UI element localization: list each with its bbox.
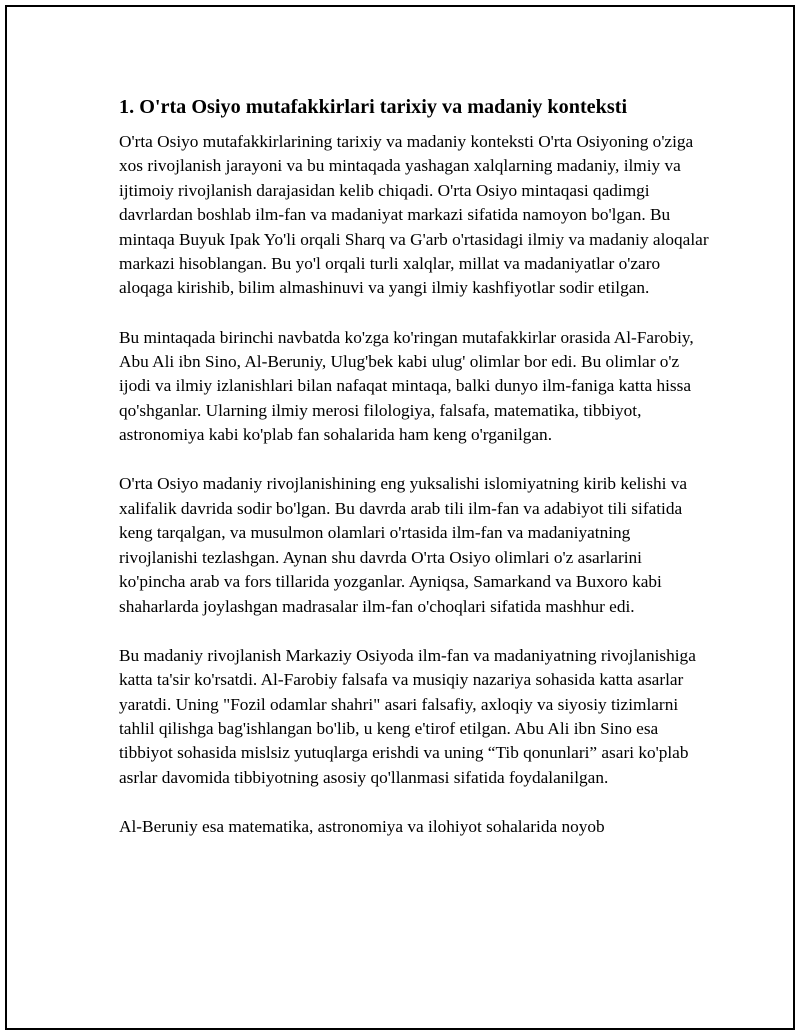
paragraph: Al-Beruniy esa matematika, astronomiya va ilohiyot sohalarida noyob [119, 816, 605, 836]
document-page [5, 5, 795, 1030]
paragraph: O'rta Osiyo madaniy rivojlanishining eng yuksalishi islomiyatning kirib kelishi va xalifalik davrida sodir bo'lgan. Bu davrda arab tili ilm-fan va adabiyot tili sifatida keng tarqalgan, va musulmon olamlari o'rtasida ilm-fan va madaniyatning rivojlanishi tezlashgan. Aynan shu davrda O'rta Osiyo olimlari o'z asarlarini ko'pincha arab va fors tillarida yozganlar. Ayniqsa, Samarkand va Buxoro kabi shaharlarda joylashgan madrasalar ilm-fan o'choqlari sifatida mashhur edi. [119, 474, 688, 616]
paragraph: Bu mintaqada birinchi navbatda ko'zga ko'ringan mutafakkirlar orasida Al-Farobiy, Abu Ali ibn Sino, Al-Beruniy, Ulug'bek kabi ulug' olimlar bor edi. Bu olimlar o'z ijodi va ilmiy izlanishlari bilan nafaqat mintaqa, balki dunyo ilm-faniga katta hissa qo'shganlar. Ularning ilmiy merosi filologiya, falsafa, matematika, tibbiyot, astronomiya kabi ko'plab fan sohalarida ham keng o'rganilgan. [119, 327, 694, 445]
document-body [119, 93, 709, 864]
paragraph: Bu madaniy rivojlanish Markaziy Osiyoda ilm-fan va madaniyatning rivojlanishiga katta ta'sir ko'rsatdi. Al-Farobiy falsafa va musiqiy nazariya sohasida katta asarlar yaratdi. Uning "Fozil odamlar shahri" asari falsafiy, axloqiy va siyosiy tizimlarni tahlil qilishga bag'ishlangan bo'lib, u keng e'tirof etilgan. Abu Ali ibn Sino esa tibbiyot sohasida mislsiz yutuqlarga erishdi va uning “Tib qonunlari” asari ko'plab asrlar davomida tibbiyotning asosiy qo'llanmasi sifatida foydalanilgan. [119, 645, 696, 787]
paragraph: O'rta Osiyo mutafakkirlarining tarixiy va madaniy konteksti O'rta Osiyoning o'ziga xos rivojlanish jarayoni va bu mintaqada yashagan xalqlarning madaniy, ilmiy va ijtimoiy rivojlanish darajasidan kelib chiqadi. O'rta Osiyo mintaqasi qadimgi davrlardan boshlab ilm-fan va madaniyat markazi sifatida namoyon bo'lgan. Bu mintaqa Buyuk Ipak Yo'li orqali Sharq va G'arb o'rtasidagi ilmiy va madaniy aloqalar markazi hisoblangan. Bu yo'l orqali turli xalqlar, millat va madaniyatlar o'zaro aloqaga kirishib, bilim almashinuvi va yangi ilmiy kashfiyotlar sodir etilgan. [119, 132, 709, 298]
section-heading: 1. O'rta Osiyo mutafakkirlari tarixiy va madaniy konteksti [119, 96, 628, 118]
